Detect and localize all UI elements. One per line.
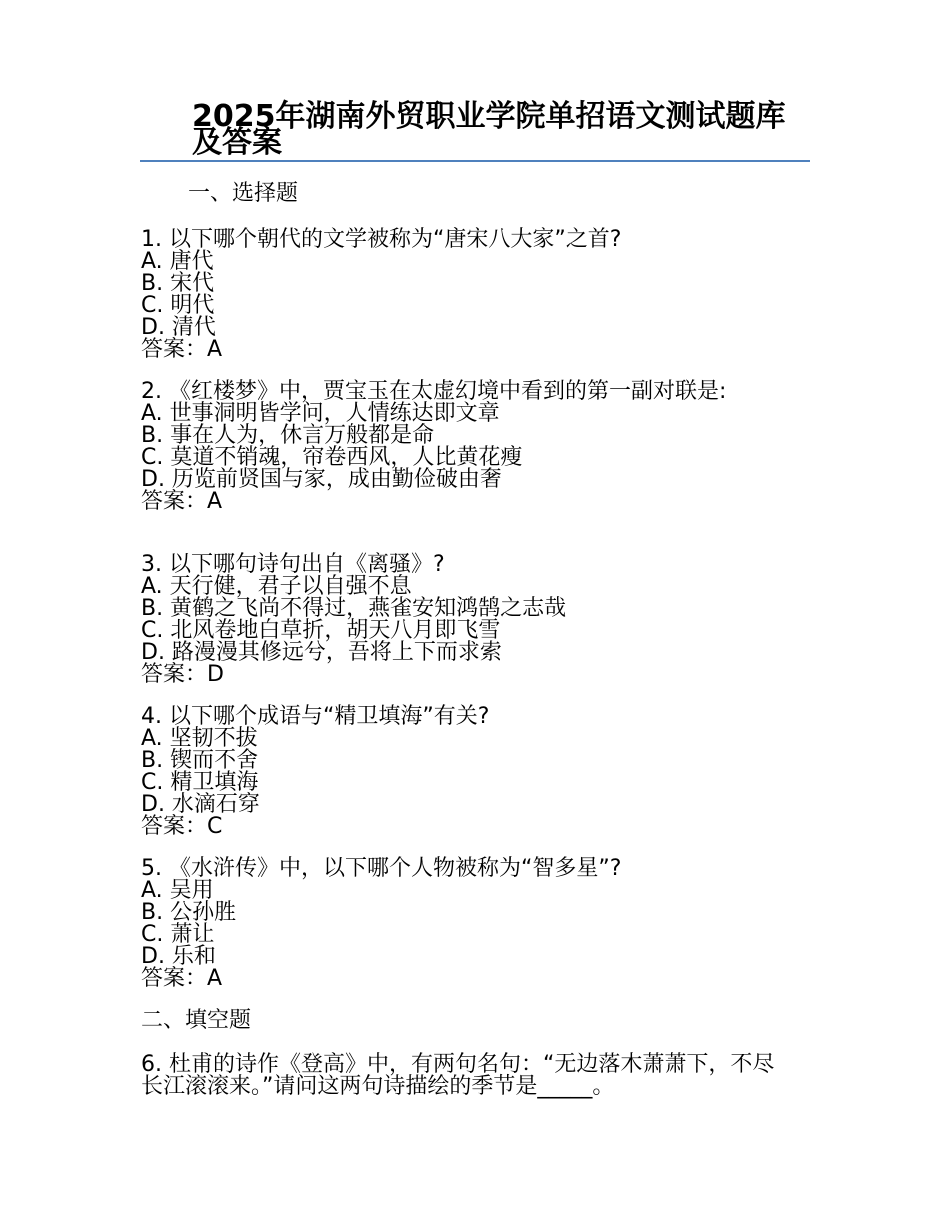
answer: 答案：A: [141, 966, 223, 991]
question-stem: 2. 《红楼梦》中，贾宝玉在太虚幻境中看到的第一副对联是:: [141, 379, 727, 404]
option-b: B. 宋代: [141, 271, 215, 296]
section-heading-choice: 一、选择题: [188, 181, 299, 206]
question-stem: 5. 《水浒传》中，以下哪个人物被称为“智多星”?: [141, 856, 622, 881]
option-a: A. 坚韧不拔: [141, 726, 258, 751]
option-b: B. 公孙胜: [141, 900, 237, 925]
option-a: A. 世事洞明皆学问，人情练达即文章: [141, 401, 500, 426]
option-c: C. 精卫填海: [141, 770, 259, 795]
title-underline: [140, 160, 810, 162]
section-heading-fill: 二、填空题: [141, 1008, 252, 1033]
option-a: A. 唐代: [141, 249, 214, 274]
option-d: D. 历览前贤国与家，成由勤俭破由奢: [141, 467, 502, 492]
answer: 答案：C: [141, 814, 223, 839]
option-c: C. 明代: [141, 293, 215, 318]
question-3: [141, 554, 781, 686]
question-stem: 4. 以下哪个成语与“精卫填海”有关?: [141, 704, 490, 729]
option-d: D. 水滴石穿: [141, 792, 260, 817]
option-d: D. 清代: [141, 315, 216, 340]
option-b: B. 黄鹤之飞尚不得过，燕雀安知鸿鹄之志哉: [141, 596, 567, 621]
question-1: [141, 229, 781, 361]
option-b: B. 锲而不舍: [141, 748, 259, 773]
question-stem: 1. 以下哪个朝代的文学被称为“唐宋八大家”之首?: [141, 227, 622, 252]
question-2: [141, 381, 781, 513]
question-stem: 6. 杜甫的诗作《登高》中，有两句名句：“无边落木萧萧下，不尽长江滚滚来。”请问这两句诗描绘的季节是_____。: [141, 1052, 775, 1099]
question-4: [141, 706, 781, 838]
option-a: A. 吴用: [141, 878, 214, 903]
option-c: C. 莫道不销魂，帘卷西风，人比黄花瘦: [141, 445, 523, 470]
question-stem: 3. 以下哪句诗句出自《离骚》?: [141, 552, 445, 577]
option-b: B. 事在人为，休言万般都是命: [141, 423, 435, 448]
option-c: C. 北风卷地白草折，胡天八月即飞雪: [141, 618, 501, 643]
answer: 答案：A: [141, 337, 223, 362]
question-6: [141, 1054, 781, 1098]
answer: 答案：A: [141, 489, 223, 514]
option-d: D. 乐和: [141, 944, 216, 969]
option-c: C. 萧让: [141, 922, 215, 947]
document-title: 2025年湖南外贸职业学院单招语文测试题库及答案: [192, 99, 786, 160]
option-a: A. 天行健，君子以自强不息: [141, 574, 412, 599]
answer: 答案：D: [141, 662, 224, 687]
option-d: D. 路漫漫其修远兮，吾将上下而求索: [141, 640, 502, 665]
question-5: [141, 858, 781, 990]
